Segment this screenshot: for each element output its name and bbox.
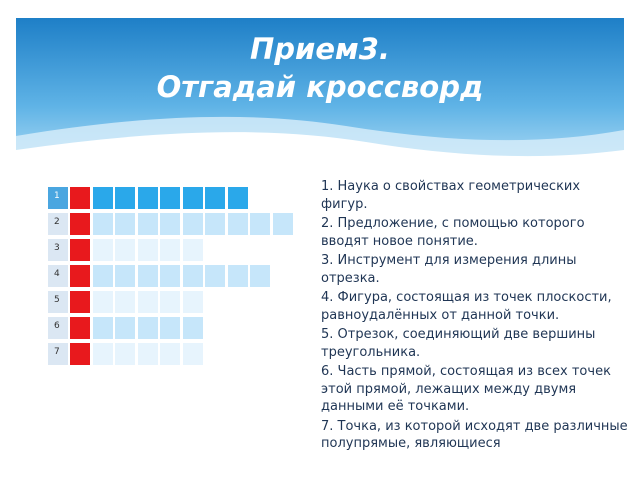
crossword-cell: [227, 186, 249, 210]
crossword-cell: [92, 212, 114, 236]
crossword-row-number: 6: [47, 316, 69, 340]
clue-item: 7. Точка, из которой исходят две различные полупрямые, являющиеся: [321, 418, 628, 451]
crossword-cell: [114, 290, 136, 314]
crossword-cell: [159, 186, 181, 210]
crossword-cell: [92, 238, 114, 262]
crossword-cell: [249, 212, 271, 236]
crossword-cell: [159, 212, 181, 236]
clue-item: 2. Предложение, с помощью которого вводят новое понятие.: [321, 216, 585, 249]
crossword-cell: [182, 238, 204, 262]
crossword-cell: [249, 264, 271, 288]
crossword-cell: [204, 212, 226, 236]
crossword-key-cell: [69, 212, 91, 236]
crossword-key-cell: [69, 186, 91, 210]
title-line-1: Прием3.: [250, 32, 390, 66]
crossword-cell: [92, 342, 114, 366]
crossword-cell: [137, 212, 159, 236]
crossword-row-number: 3: [47, 238, 69, 262]
crossword-cell: [137, 290, 159, 314]
crossword-cell: [92, 264, 114, 288]
crossword-cell: [159, 264, 181, 288]
crossword-row-number: 7: [47, 342, 69, 366]
crossword-cell: [92, 186, 114, 210]
clue-list: [321, 178, 629, 455]
crossword-cell: [114, 212, 136, 236]
clue-item: 3. Инструмент для измерения длины отрезка.: [321, 253, 577, 286]
slide-title: [0, 30, 640, 106]
crossword-row-number: 5: [47, 290, 69, 314]
crossword-cell: [204, 186, 226, 210]
crossword-cell: [159, 290, 181, 314]
crossword-cell: [114, 316, 136, 340]
crossword-cell: [227, 212, 249, 236]
crossword-cell: [182, 342, 204, 366]
title-line-2: Отгадай кроссворд: [156, 70, 484, 104]
crossword-key-cell: [69, 342, 91, 366]
crossword-cell: [204, 264, 226, 288]
crossword-cell: [182, 212, 204, 236]
crossword-key-cell: [69, 238, 91, 262]
crossword-cell: [137, 264, 159, 288]
crossword-cell: [159, 342, 181, 366]
crossword-cell: [272, 212, 294, 236]
crossword-cell: [182, 264, 204, 288]
crossword-cell: [137, 238, 159, 262]
crossword-cell: [159, 316, 181, 340]
crossword-cell: [114, 342, 136, 366]
crossword-cell: [92, 316, 114, 340]
crossword-cell: [159, 238, 181, 262]
crossword-cell: [92, 290, 114, 314]
crossword-cell: [137, 186, 159, 210]
clue-item: 1. Наука о свойствах геометрических фигур.: [321, 179, 581, 212]
crossword-key-cell: [69, 290, 91, 314]
crossword-cell: [182, 316, 204, 340]
crossword-cell: [114, 238, 136, 262]
clue-item: 6. Часть прямой, состоящая из всех точек этой прямой, лежащих между двумя данными её точками.: [321, 364, 611, 414]
crossword-cell: [227, 264, 249, 288]
crossword-cell: [137, 342, 159, 366]
crossword-cell: [182, 186, 204, 210]
crossword-cell: [182, 290, 204, 314]
crossword-row-number: 2: [47, 212, 69, 236]
crossword-key-cell: [69, 316, 91, 340]
crossword-cell: [114, 264, 136, 288]
crossword-cell: [137, 316, 159, 340]
crossword-key-cell: [69, 264, 91, 288]
clue-item: 4. Фигура, состоящая из точек плоскости, равноудалённых от данной точки.: [321, 290, 612, 323]
clue-item: 5. Отрезок, соединяющий две вершины треугольника.: [321, 327, 596, 360]
crossword-row-number: 4: [47, 264, 69, 288]
crossword-cell: [114, 186, 136, 210]
crossword-row-number: 1: [47, 186, 69, 210]
